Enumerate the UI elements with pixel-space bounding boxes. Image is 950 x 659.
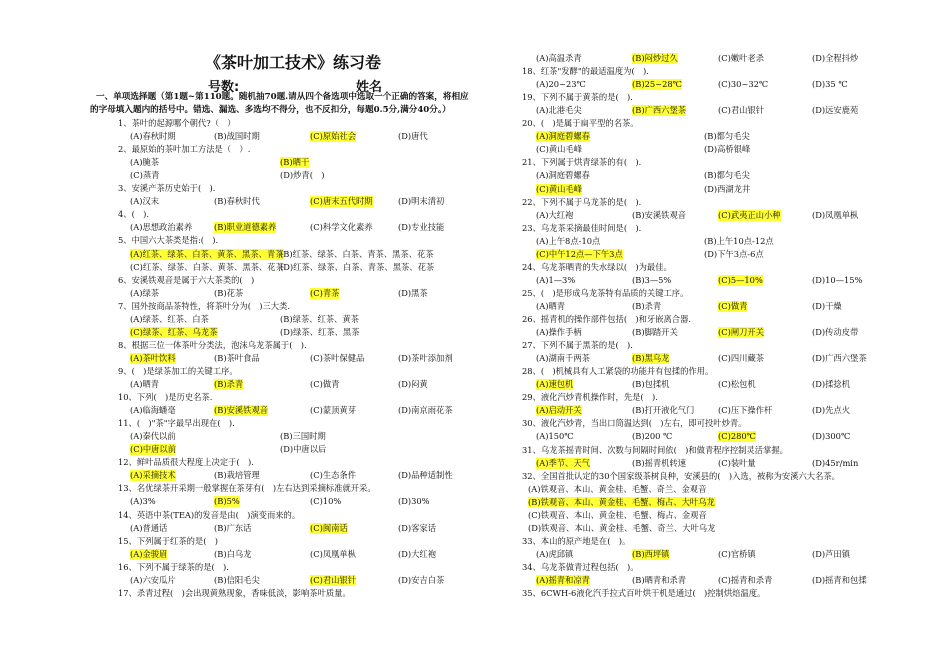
answer-option: (A)季节、天气	[536, 457, 590, 468]
answer-option: (B)白乌龙	[214, 548, 252, 559]
answer-option: (B)西坪镇	[632, 548, 670, 559]
answer-option: (A)操作手柄	[536, 327, 582, 338]
answer-option: (A)晒青	[536, 300, 566, 311]
answer-option: (D)揉捻机	[812, 379, 851, 390]
answer-option: (D)广西六堡茶	[812, 353, 867, 364]
answer-option: (A)红茶、绿茶、白茶、黄茶、黑茶、青茶	[130, 248, 284, 259]
answer-option: (B)上午10点-12点	[704, 235, 774, 246]
answer-option: (D)安吉白茶	[398, 574, 445, 585]
question-text: 27、下列不属于黑茶的是( ).	[522, 340, 633, 351]
question-text: 15、下列属于红茶的是( )	[118, 535, 219, 546]
question-text: 8、根据三位一体茶叶分类法，泡沫乌龙茶属于( ).	[118, 339, 307, 350]
answer-option: (A)高温杀青	[536, 53, 582, 63]
answer-option: (C)生态条件	[310, 470, 357, 481]
answer-option: (C)中午12点—下午3点	[536, 248, 623, 259]
answer-option: (B)摇青机转速	[632, 457, 687, 468]
answer-option: (B)200 ℃	[632, 431, 673, 442]
answer-option: (D)芦田镇	[812, 548, 851, 559]
question-text: 34、乌龙茶做青过程包括( )。	[522, 561, 639, 572]
exam-title: 《茶叶加工技术》练习卷	[205, 53, 382, 72]
answer-option: (C)做青	[718, 300, 748, 311]
answer-option: (B)5%	[214, 496, 240, 507]
answer-option: (C)官桥镇	[718, 548, 756, 559]
answer-option: (C)君山银针	[310, 574, 357, 585]
answer-option: (A)思想政治素养	[130, 222, 193, 233]
question-text: 2、最原始的茶叶加工方法是（ ）.	[118, 144, 251, 155]
answer-option: (A)摇青和凉青	[536, 575, 590, 585]
answer-option: (A)洞庭碧螺春	[536, 131, 590, 142]
answer-option: (D)远安鹿苑	[812, 105, 859, 116]
answer-option: (C)闽南话	[310, 522, 348, 533]
answer-option: (A)绿茶	[130, 287, 160, 298]
answer-option: (B)脚踏开关	[632, 327, 678, 338]
answer-option: (A)湖南千两茶	[536, 353, 590, 364]
question-text: 5、中国六大茶类是指:( ).	[118, 235, 219, 246]
answer-option: (B)绿茶、红茶、黄茶	[280, 313, 359, 324]
answer-option: (C)茶叶保健品	[310, 352, 365, 363]
answer-option: (D)10—15%	[812, 274, 863, 285]
instruction-line: 的字母填入题内的括号中。错选、漏选、多选均不得分，也不反扣分，每题0.5分,满分40分。）	[90, 104, 451, 115]
answer-option: (D)35 ℃	[812, 79, 848, 90]
answer-option: (C)凤凰单枞	[310, 548, 357, 559]
answer-option: (D)摇青和包揉	[812, 575, 867, 585]
name-label: 姓名	[356, 80, 383, 95]
answer-option: (A)金骏眉	[130, 548, 168, 559]
answer-option: (A)秦代以前	[130, 431, 176, 442]
answer-option: (D)唐代	[398, 131, 428, 142]
answer-option: (A)上午8点-10点	[536, 235, 601, 246]
answer-option: (A)汉末	[130, 196, 160, 207]
answer-option: (C)黄山毛峰	[536, 183, 583, 194]
answer-option: (A)洞庭碧螺春	[536, 170, 590, 181]
answer-option: (B)红茶、绿茶、白茶、青茶、黑茶、花茶	[280, 248, 434, 259]
answer-option	[528, 484, 706, 495]
answer-option: (C)武夷正山小种	[718, 209, 781, 220]
answer-option: (C)280℃	[718, 431, 756, 442]
answer-option: (C)嫩叶老杀	[718, 53, 765, 63]
answer-option: (D)明末清初	[398, 196, 445, 207]
question-text: 16、下列不属于绿茶的是( ).	[118, 561, 229, 572]
answer-option: (A)3%	[130, 496, 156, 507]
answer-option: (B)都匀毛尖	[704, 131, 750, 142]
question-text: 24、乌龙茶晒青的失水绿以( )为最佳。	[522, 261, 672, 272]
answer-option: (A)临海蟠毫	[130, 405, 176, 416]
answer-option: (C)黄山毛峰	[536, 144, 583, 155]
answer-option: (C)红茶、绿茶、白茶、黄茶、黑茶、花茶	[130, 261, 284, 272]
answer-option	[528, 497, 715, 508]
question-text: 25、( )是形成乌龙茶特有品质的关键工序。	[522, 287, 689, 298]
answer-option: (A)晒青	[130, 379, 160, 389]
question-text: 28、( )机械具有人工紧袋的功能并有包揉的作用。	[522, 366, 714, 377]
answer-option: (D)45r/min	[812, 457, 859, 468]
question-text: 14、英语中茶(TEA)的发音是由( )演变而来的。	[118, 509, 301, 520]
answer-option: (D)干燥	[812, 300, 842, 311]
answer-option: (A)普通话	[130, 522, 168, 533]
answer-option: (B)都匀毛尖	[704, 170, 750, 181]
answer-option: (C)装叶量	[718, 457, 756, 468]
answer-option: (D)凤凰单枞	[812, 209, 859, 220]
answer-option: (D)先点火	[812, 405, 851, 416]
question-text: 35、6CWH-6液化汽手拉式百叶烘干机是通过( )控制烘焙温度。	[522, 588, 766, 599]
question-text: 20、( )是属于扁平型的名茶。	[522, 118, 639, 129]
instructions	[90, 91, 516, 116]
question-text: 18、红茶"发酵"的最适温度为( ).	[522, 66, 649, 77]
question-text: 6、安溪铁观音是属于六大茶类的( )	[118, 274, 255, 285]
question-text: 30、液化汽炒青，当出口筒温达到( )左右，即可投叶炒青。	[522, 418, 747, 429]
answer-option-text: (C)铁观音、本山、黄金桂、毛蟹、梅占、金观音	[528, 509, 707, 520]
question-text: 29、液化汽炒青机操作时，先是( ).	[522, 392, 658, 403]
answer-option	[528, 510, 707, 521]
answer-option: (C)四川藏茶	[718, 353, 765, 364]
answer-option: (D)红茶、绿茶、白茶、青茶、黑茶、花茶	[280, 261, 435, 272]
id-label: 号数:	[208, 80, 240, 95]
question-text: 7、国外按商品茶特性，将茶叶分为( )三大类.	[118, 300, 291, 311]
question-text: 22、下列不属于乌龙茶的是( ).	[522, 196, 642, 207]
question-text: 33、本山的原产地是在( )。	[522, 535, 631, 546]
question-text: 9、( )是绿茶加工的关键工序。	[118, 365, 238, 376]
answer-option: (B)晒青和杀青	[632, 575, 687, 585]
answer-option: (B)杀青	[214, 379, 244, 389]
answer-option: (B)25~28℃	[632, 79, 682, 90]
answer-option: (B)战国时期	[214, 131, 260, 142]
answer-option: (C)10%	[310, 496, 342, 507]
question-text: 12、鲜叶品质很大程度上决定于( ).	[118, 457, 254, 468]
question-text: 4、( ).	[118, 209, 149, 220]
answer-option: (B)打开液化气门	[632, 405, 695, 416]
answer-option: (D)专业技能	[398, 222, 445, 233]
answer-option: (D)绿茶、红茶、黑茶	[280, 326, 360, 337]
answer-option: (A)采摘技术	[130, 470, 176, 481]
answer-option: (B)黑乌龙	[632, 353, 670, 364]
answer-option-text: (A)铁观音、本山、黄金桂、毛蟹、奇兰、金观音	[528, 483, 707, 494]
question-text: 19、下列不属于黄茶的是( ).	[522, 92, 633, 103]
answer-option: (C)压下操作杆	[718, 405, 773, 416]
question-text: 31、乌龙茶摇青时间、次数与间隔时间依( )和做青程序控制灵活掌握。	[522, 444, 788, 455]
answer-option: (B)栽培管理	[214, 470, 260, 481]
answer-option: (C)蒙顶黄芽	[310, 405, 357, 416]
answer-option: (D)西湖龙井	[704, 183, 751, 194]
answer-option: (D)炒青( )	[280, 170, 325, 181]
answer-option: (C)蒸青	[130, 170, 160, 181]
answer-option: (D)30%	[398, 496, 430, 507]
answer-option: (C)做青	[310, 379, 340, 389]
answer-option: (D)茶叶添加剂	[398, 352, 453, 363]
answer-option: (B)广东话	[214, 522, 252, 533]
answer-option: (B)杀青	[632, 300, 662, 311]
answer-option-text: (B)铁观音、本山、黄金桂、毛蟹、梅占、大叶乌龙	[528, 496, 715, 507]
question-text: 11、( )"茶"字最早出现在( ).	[118, 418, 235, 429]
answer-option: (C)中唐以前	[130, 444, 177, 455]
answer-option: (D)中唐以后	[280, 444, 327, 455]
answer-option: (D)客家话	[398, 522, 437, 533]
question-text: 10、下列( )是历史名茶.	[118, 392, 213, 403]
answer-option: (C)5—10%	[718, 274, 763, 285]
answer-option: (C)30~32℃	[718, 79, 769, 90]
answer-option: (A)虎邱镇	[536, 548, 574, 559]
answer-option: (C)绿茶、红茶、乌龙茶	[130, 326, 218, 337]
answer-option: (C)摇青和杀青	[718, 575, 773, 585]
answer-option: (D)闷黄	[398, 379, 428, 389]
answer-option: (C)松包机	[718, 379, 756, 390]
instruction-line: 一、单项选择题（第1题~第110题。随机抽70题.请从四个备选项中选取一个正确的答案，将相应	[96, 92, 469, 102]
question-text: 3、安溪产茶历史始于( ).	[118, 183, 216, 194]
answer-option: (B)三国时期	[280, 431, 326, 442]
question-text: 26、摇青机的操作部件包括( )和牙嵌离合器.	[522, 314, 692, 324]
answer-option: (B)茶叶食品	[214, 352, 260, 363]
answer-option: (D)300℃	[812, 431, 851, 442]
answer-option: (B)包揉机	[632, 379, 670, 390]
answer-option: (D)传动皮带	[812, 327, 859, 338]
answer-option: (B)晒干	[280, 157, 310, 168]
answer-option: (D)大红袍	[398, 548, 437, 559]
answer-option: (B)春秋时代	[214, 196, 260, 207]
answer-option-text: (D)铁观音、本山、黄金桂、毛蟹、奇兰、大叶乌龙	[528, 522, 716, 533]
answer-option: (A)绿茶、红茶、白茶	[130, 313, 209, 324]
answer-option	[528, 523, 715, 534]
answer-option: (B)安溪铁观音	[214, 405, 269, 416]
answer-option: (C)青茶	[310, 287, 340, 298]
answer-option: (A)大红袍	[536, 209, 574, 220]
answer-option: (A)春秋时期	[130, 131, 176, 142]
answer-option: (A)腌茶	[130, 157, 160, 168]
answer-option: (A)六安瓜片	[130, 574, 176, 585]
answer-option: (B)3—5%	[632, 274, 672, 285]
answer-option: (B)职业道德素养	[214, 222, 277, 233]
answer-option: (D)黑茶	[398, 287, 428, 298]
answer-option: (A)1—3%	[536, 274, 576, 285]
answer-option: (C)科学文化素养	[310, 222, 373, 233]
answer-option: (C)君山银针	[718, 105, 765, 116]
answer-option: (C)原始社会	[310, 131, 357, 142]
answer-option: (A)北港毛尖	[536, 105, 582, 116]
question-text: 21、下列属于烘青绿茶的有( ).	[522, 157, 642, 168]
answer-option: (B)安溪铁观音	[632, 209, 687, 220]
answer-option: (A)150℃	[536, 431, 574, 442]
answer-option: (B)花茶	[214, 287, 244, 298]
question-text: 32、全国首批认定的30个国家级茶树良种，安溪县的( )入选，被称为安溪六大名茶。	[522, 470, 840, 481]
question-text: 17、杀青过程( )会出现黄熟现象，香味低淡，影响茶叶质量。	[118, 587, 351, 598]
answer-option: (D)高桥银峰	[704, 144, 751, 155]
answer-option: (C)闸刀开关	[718, 327, 765, 338]
answer-option: (B)闷炒过久	[632, 53, 678, 63]
answer-option: (D)南京雨花茶	[398, 405, 453, 416]
answer-option: (A)20~23℃	[536, 79, 586, 90]
answer-option: (D)下午3点-6点	[704, 248, 764, 259]
answer-option: (A)茶叶饮料	[130, 352, 176, 363]
question-text: 23、乌龙茶采摘最佳时间是( ).	[522, 222, 642, 233]
answer-option: (B)广西六堡茶	[632, 105, 687, 116]
answer-option: (D)品种适制性	[398, 470, 453, 481]
answer-option: (D)全程抖炒	[812, 53, 859, 63]
question-text: 13、名优绿茶开采期一般掌握在茶芽有( )左右达到采摘标准就开采。	[118, 483, 376, 494]
answer-option: (B)信阳毛尖	[214, 574, 260, 585]
question-text: 1、茶叶的起源哪个朝代?（ ）	[118, 118, 236, 128]
answer-option: (A)启动开关	[536, 405, 582, 416]
answer-option: (C)唐末五代时期	[310, 196, 373, 207]
answer-option: (A)速包机	[536, 379, 574, 390]
